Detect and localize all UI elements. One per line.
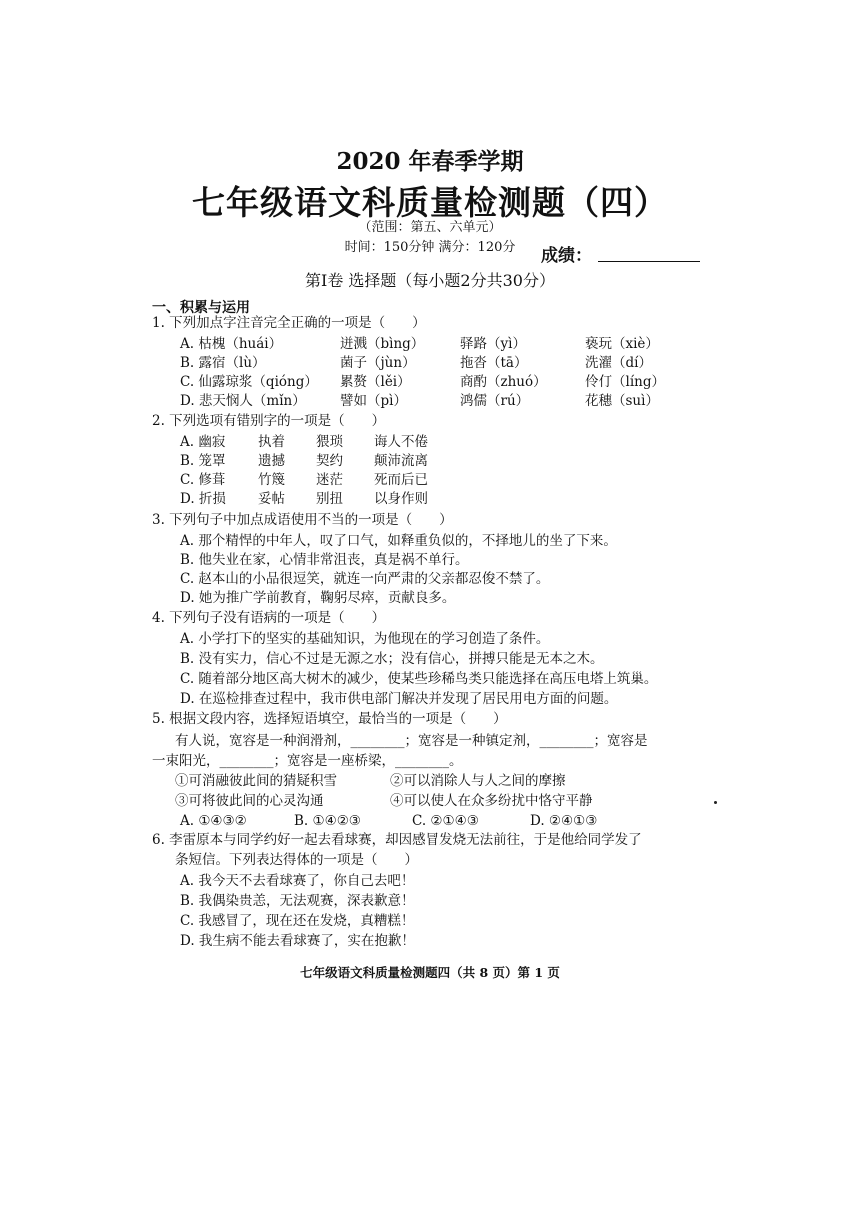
q2-row-a-1: A. 幽寂 — [180, 434, 226, 450]
q3-option-d: D. 她为推广学前教育，鞠躬尽瘁，贡献良多。 — [180, 590, 456, 606]
scan-speck — [714, 801, 717, 804]
q2-row-a-2: 执着 — [258, 434, 285, 450]
page-footer: 七年级语文科质量检测题四（共 8 页）第 1 页 — [300, 965, 560, 980]
q3-option-a: A. 那个精悍的中年人，叹了口气，如释重负似的，不择地儿的坐了下来。 — [180, 533, 617, 549]
q1-row-c-2: 累赘（lěi） — [340, 374, 411, 390]
q2-row-b-1: B. 笼罩 — [180, 453, 226, 469]
q5-choice-a: A. ①④③② — [180, 813, 247, 829]
q1-row-d-3: 鸿儒（rú） — [460, 393, 530, 409]
q5-passage-line-1: 有人说，宽容是一种润滑剂，________；宽容是一种镇定剂，________；宽容是 — [175, 733, 648, 749]
term-heading: 2020 年春季学期 — [336, 148, 524, 175]
q1-row-c-4: 伶仃（líng） — [585, 374, 665, 390]
q1-row-a-3: 驿路（yì） — [460, 336, 526, 352]
q2-row-c-3: 迷茫 — [316, 472, 343, 488]
q1-row-d-1: D. 悲天悯人（mǐn） — [180, 393, 306, 409]
q1-row-b-3: 拖沓（tā） — [460, 355, 528, 371]
q2-row-c-1: C. 修葺 — [180, 472, 226, 488]
q2-row-b-3: 契约 — [316, 453, 343, 469]
q2-row-c-2: 竹篾 — [258, 472, 285, 488]
exam-time-score: 时间：150分钟 满分：120分 — [344, 240, 516, 255]
q5-passage-line-2: 一束阳光，________；宽容是一座桥梁，________。 — [152, 753, 463, 769]
q4-stem: 4. 下列句子没有语病的一项是（ ） — [152, 610, 386, 626]
grade-label: 成绩： — [541, 246, 592, 266]
q2-stem: 2. 下列选项有错别字的一项是（ ） — [152, 413, 386, 429]
exam-scope: （范围：第五、六单元） — [358, 220, 502, 235]
q1-row-a-1: A. 枯槐（huái） — [180, 336, 283, 352]
q1-row-b-1: B. 露宿（lù） — [180, 355, 266, 371]
q4-option-b: B. 没有实力，信心不过是无源之水；没有信心，拼搏只能是无本之木。 — [180, 651, 604, 667]
q6-stem-line-2: 条短信。下列表达得体的一项是（ ） — [175, 852, 418, 868]
q5-stem: 5. 根据文段内容，选择短语填空，最恰当的一项是（ ） — [152, 711, 507, 727]
q2-row-c-4: 死而后已 — [374, 472, 428, 488]
q3-option-c: C. 赵本山的小品很逗笑，就连一向严肃的父亲都忍俊不禁了。 — [180, 571, 550, 587]
q3-stem: 3. 下列句子中加点成语使用不当的一项是（ ） — [152, 512, 453, 528]
q6-option-b: B. 我偶染贵恙，无法观赛，深表歉意！ — [180, 893, 415, 909]
q1-row-a-4: 亵玩（xiè） — [585, 336, 659, 352]
q5-phrase-2: ②可以消除人与人之间的摩擦 — [390, 773, 566, 789]
part-one-title: 第Ⅰ卷 选择题（每小题2分共30分） — [305, 271, 555, 290]
q5-phrase-4: ④可以使人在众多纷扰中恪守平静 — [390, 793, 593, 809]
q2-row-d-2: 妥帖 — [258, 491, 285, 507]
q1-row-b-4: 洗濯（dí） — [585, 355, 652, 371]
q2-row-a-3: 猥琐 — [316, 434, 343, 450]
q5-choice-c: C. ②①④③ — [412, 813, 479, 829]
q2-row-b-4: 颠沛流离 — [374, 453, 428, 469]
grade-blank-line — [598, 261, 700, 262]
q3-option-b: B. 他失业在家，心情非常沮丧，真是祸不单行。 — [180, 552, 469, 568]
q5-phrase-1: ①可消融彼此间的猜疑积雪 — [175, 773, 337, 789]
q1-row-c-3: 商酌（zhuó） — [460, 374, 547, 390]
q5-choice-b: B. ①④②③ — [294, 813, 361, 829]
section-title: 一、积累与运用 — [152, 300, 250, 316]
q5-choice-d: D. ②④①③ — [530, 813, 598, 829]
q1-row-d-4: 花穗（suì） — [585, 393, 659, 409]
q2-row-b-2: 遗撼 — [258, 453, 285, 469]
q6-option-d: D. 我生病不能去看球赛了，实在抱歉！ — [180, 933, 415, 949]
q2-row-d-4: 以身作则 — [374, 491, 428, 507]
q4-option-d: D. 在巡检排查过程中，我市供电部门解决并发现了居民用电方面的问题。 — [180, 691, 618, 707]
q2-row-d-3: 别扭 — [316, 491, 343, 507]
q4-option-a: A. 小学打下的坚实的基础知识，为他现在的学习创造了条件。 — [180, 631, 550, 647]
q2-row-d-1: D. 折损 — [180, 491, 226, 507]
q1-row-c-1: C. 仙露琼浆（qióng） — [180, 374, 318, 390]
q5-phrase-3: ③可将彼此间的心灵沟通 — [175, 793, 324, 809]
q4-option-c: C. 随着部分地区高大树木的减少，使某些珍稀鸟类只能选择在高压电塔上筑巢。 — [180, 671, 658, 687]
q6-stem-line-1: 6. 李雷原本与同学约好一起去看球赛，却因感冒发烧无法前往，于是他给同学发了 — [152, 832, 642, 848]
q6-option-c: C. 我感冒了，现在还在发烧，真糟糕！ — [180, 913, 415, 929]
exam-title: 七年级语文科质量检测题（四） — [192, 183, 668, 222]
q1-row-b-2: 菌子（jùn） — [340, 355, 416, 371]
q1-stem: 1. 下列加点字注音完全正确的一项是（ ） — [152, 315, 426, 331]
q2-row-a-4: 诲人不倦 — [374, 434, 428, 450]
q1-row-a-2: 迸溅（bìng） — [340, 336, 425, 352]
q1-row-d-2: 譬如（pì） — [340, 393, 407, 409]
q6-option-a: A. 我今天不去看球赛了，你自己去吧！ — [180, 873, 415, 889]
